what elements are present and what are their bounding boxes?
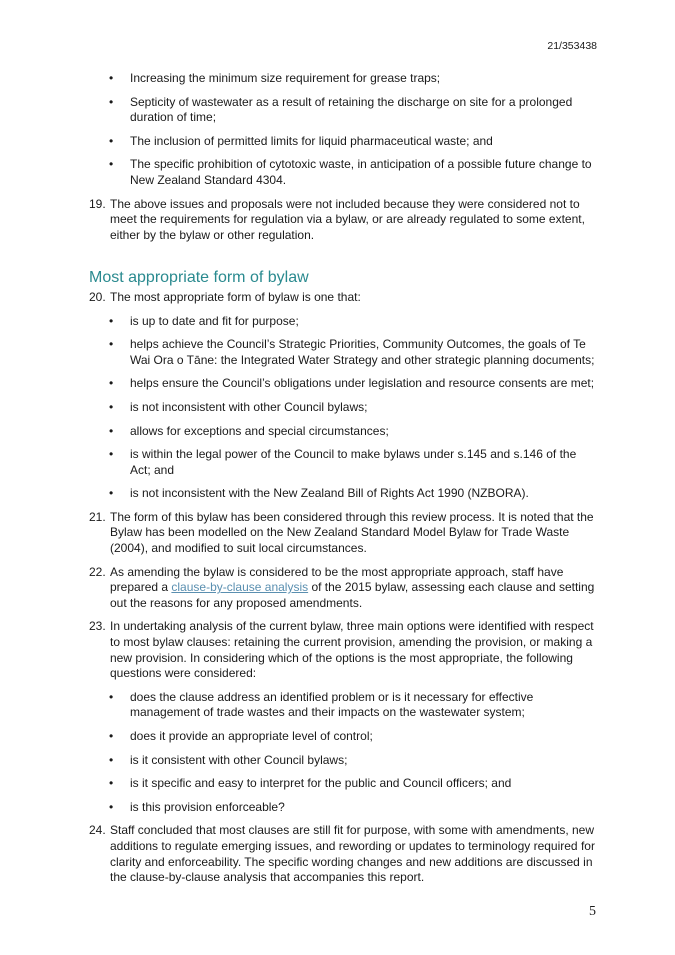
bullet-icon: • — [109, 689, 114, 704]
paragraph-number: 19. — [89, 196, 106, 211]
list-item: • is not inconsistent with other Council bylaws; — [109, 399, 368, 414]
bullet-icon: • — [109, 94, 114, 109]
paragraph-number: 21. — [89, 509, 106, 524]
paragraph-text: Staff concluded that most clauses are still fit for purpose, with some with amendments, new additions to regulate emerging issues, and rewording or updates to terminology required for clarity and enforceability. The specific wording changes and new additions are discussed in the clause-by-clause analysis that accompanies this report. — [110, 823, 595, 885]
paragraph-text: As amending the bylaw is considered to be the most appropriate approach, staff have prepared a clause-by-clause analysis of the 2015 bylaw, assessing each clause and setting out the reasons for any proposed amendments. — [110, 564, 595, 610]
bullet-icon: • — [109, 752, 114, 767]
paragraph-text: In undertaking analysis of the current bylaw, three main options were identified with respect to most bylaw clauses: retaining the current provision, amending the provision, or making a new provision. In considering which of the options is the most appropriate, the following questions were considered: — [110, 619, 594, 681]
list-item: • allows for exceptions and special circumstances; — [109, 423, 389, 438]
paragraph-20 — [89, 290, 599, 502]
list-item: • Septicity of wastewater as a result of retaining the discharge on site for a prolonged duration of time; — [109, 94, 573, 125]
list-item: • does the clause address an identified problem or is it necessary for effective management of trade wastes and their impacts on the wastewater system; — [109, 689, 534, 720]
paragraph-number: 22. — [89, 564, 106, 579]
list-item: • The inclusion of permitted limits for liquid pharmaceutical waste; and — [109, 133, 493, 148]
bullet-icon: • — [109, 71, 114, 85]
bullet-icon: • — [109, 423, 114, 438]
bullet-icon: • — [109, 376, 114, 391]
bullet-icon: • — [109, 399, 114, 414]
list-item: • Increasing the minimum size requirement for grease traps; — [109, 71, 441, 85]
paragraph-text: The above issues and proposals were not included because they were considered not to meet the requirements for regulation via a bylaw, or are already regulated to some extent, either by the bylaw or other regulation. — [110, 196, 585, 242]
questions-bullet-list — [89, 690, 599, 816]
bullet-icon: • — [109, 337, 114, 352]
list-item: • is up to date and fit for purpose; — [109, 313, 299, 328]
bullet-icon: • — [109, 133, 114, 148]
paragraph-number: 23. — [89, 619, 106, 634]
bullet-icon: • — [109, 313, 114, 328]
bullet-icon: • — [109, 729, 114, 743]
bullet-icon: • — [109, 447, 114, 462]
paragraph-21 — [89, 510, 599, 557]
intro-bullet-list — [89, 71, 599, 189]
bullet-icon: • — [109, 486, 114, 501]
section-heading: Most appropriate form of bylaw — [89, 269, 309, 287]
list-item: • is it specific and easy to interpret for the public and Council officers; and — [109, 776, 512, 791]
document-body — [89, 71, 599, 894]
bullet-icon: • — [109, 776, 114, 791]
bullet-icon: • — [109, 157, 114, 172]
list-item: • is within the legal power of the Council to make bylaws under s.145 and s.146 of the Act; and — [109, 447, 577, 477]
paragraph-19 — [89, 197, 599, 244]
list-item: • helps ensure the Council’s obligations under legislation and resource consents are met; — [109, 376, 595, 391]
bullet-icon: • — [109, 799, 114, 814]
list-item: • helps achieve the Council’s Strategic Priorities, Community Outcomes, the goals of Te Wai Ora o Tāne: the Integrated Water Strategy and other strategic planning documents; — [109, 337, 595, 367]
paragraph-text: The most appropriate form of bylaw is one that: — [110, 289, 361, 304]
paragraph-number: 20. — [89, 289, 106, 304]
list-item: • The specific prohibition of cytotoxic waste, in anticipation of a possible future change to New Zealand Standard 4304. — [109, 157, 592, 187]
criteria-bullet-list — [89, 314, 599, 502]
list-item: • is this provision enforceable? — [109, 799, 285, 814]
paragraph-23 — [89, 619, 599, 815]
list-item: • is it consistent with other Council bylaws; — [109, 752, 348, 767]
paragraph-24 — [89, 823, 599, 885]
document-reference: 21/353438 — [547, 40, 597, 52]
paragraph-22 — [89, 565, 599, 612]
page-number: 5 — [589, 904, 596, 919]
clause-analysis-link[interactable]: clause-by-clause analysis — [171, 580, 309, 595]
paragraph-number: 24. — [89, 823, 106, 838]
paragraph-text: The form of this bylaw has been considered through this review process. It is noted that the Bylaw has been modelled on the New Zealand Standard Model Bylaw for Trade Waste (2004), and modified to suit local circumstances. — [110, 509, 594, 556]
list-item: • does it provide an appropriate level of control; — [109, 729, 373, 743]
list-item: • is not inconsistent with the New Zealand Bill of Rights Act 1990 (NZBORA). — [109, 486, 529, 501]
